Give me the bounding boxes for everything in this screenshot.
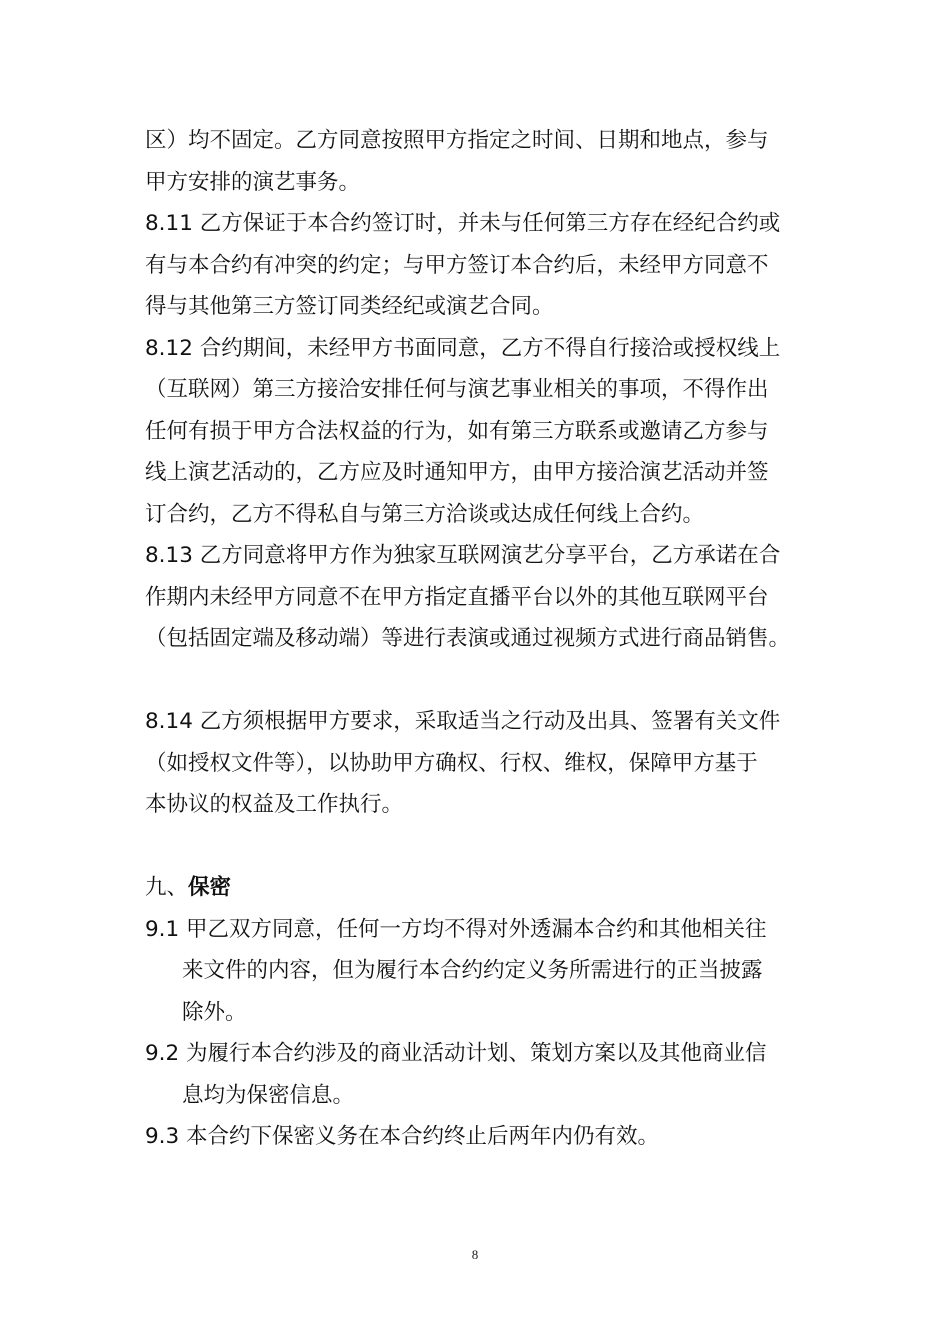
page-number: 8 [471, 1247, 479, 1262]
text-line: 除外。 [182, 999, 247, 1025]
text-line: 订合约，乙方不得私自与第三方洽谈或达成任何线上合约。 [145, 501, 705, 527]
text-line: 8.11 乙方保证于本合约签订时，并未与任何第三方存在经纪合约或 [145, 211, 781, 236]
paragraph-8-10-continued [145, 120, 810, 203]
text-line: 线上演艺活动的，乙方应及时通知甲方，由甲方接洽演艺活动并签 [145, 460, 769, 485]
text-line: 8.12 合约期间，未经甲方书面同意，乙方不得自行接洽或授权线上 [145, 335, 781, 361]
blank-line [145, 826, 810, 868]
clause-8-11 [145, 203, 810, 328]
blank-line [145, 660, 810, 702]
text-line: 本协议的权益及工作执行。 [145, 792, 404, 817]
text-line: （如授权文件等），以协助甲方确权、行权、维权，保障甲方基于 [145, 750, 758, 776]
section-heading [145, 867, 810, 909]
text-line: 作期内未经甲方同意不在甲方指定直播平台以外的其他互联网平台 [145, 584, 769, 610]
text-line: 9.2 为履行本合约涉及的商业活动计划、策划方案以及其他商业信 [145, 1041, 767, 1066]
text-line: 任何有损于甲方合法权益的行为，如有第三方联系或邀请乙方参与 [145, 418, 769, 444]
text-line: 甲方安排的演艺事务。 [145, 169, 361, 195]
text-line: 得与其他第三方签订同类经纪或演艺合同。 [145, 294, 554, 319]
text-line: 9.1 甲乙双方同意，任何一方均不得对外透漏本合约和其他相关往 [145, 916, 767, 942]
document-body [145, 120, 810, 1158]
text-line: 区）均不固定。乙方同意按照甲方指定之时间、日期和地点，参与 [145, 128, 769, 153]
clause-9-3 [145, 1116, 810, 1158]
text-line: 8.14 乙方须根据甲方要求，采取适当之行动及出具、签署有关文件 [145, 709, 781, 734]
clause-8-13 [145, 535, 810, 660]
text-line: 8.13 乙方同意将甲方作为独家互联网演艺分享平台，乙方承诺在合 [145, 543, 781, 568]
clause-9-1 [145, 909, 810, 1034]
text-line: 来文件的内容，但为履行本合约约定义务所需进行的正当披露 [182, 958, 763, 983]
section-title: 保密 [188, 875, 232, 900]
text-line: 有与本合约有冲突的约定；与甲方签订本合约后，未经甲方同意不 [145, 252, 769, 278]
clause-8-12 [145, 328, 810, 536]
clause-8-14 [145, 701, 810, 826]
text-line: 息均为保密信息。 [182, 1082, 355, 1108]
text-line: （互联网）第三方接洽安排任何与演艺事业相关的事项，不得作出 [145, 377, 769, 402]
clause-9-2 [145, 1033, 810, 1116]
section-number: 九、 [145, 875, 189, 900]
text-line: （包括固定端及移动端）等进行表演或通过视频方式进行商品销售。 [145, 626, 791, 651]
text-line: 9.3 本合约下保密义务在本合约终止后两年内仍有效。 [145, 1124, 660, 1149]
